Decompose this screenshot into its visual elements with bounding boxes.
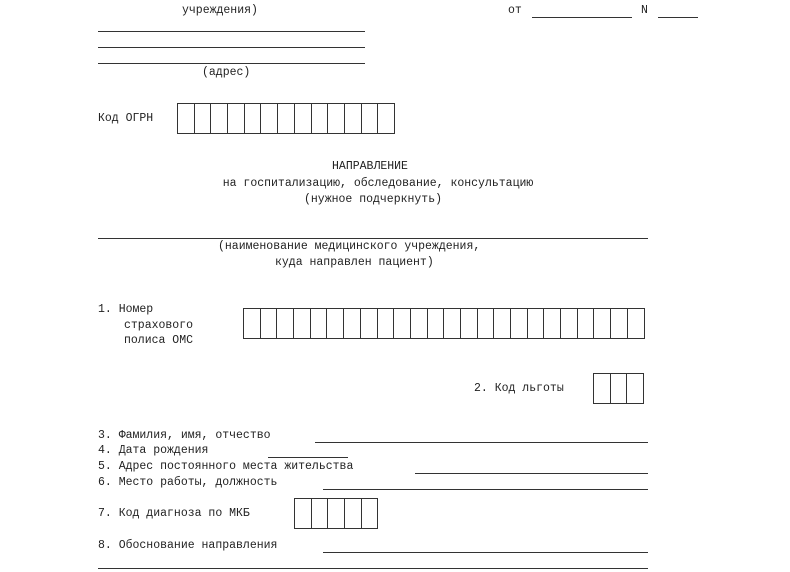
- workplace-field[interactable]: [323, 489, 648, 490]
- entry-cell[interactable]: [211, 103, 228, 134]
- benefit-code-boxes[interactable]: [593, 373, 644, 404]
- benefit-code-label: 2. Код льготы: [474, 382, 564, 395]
- subtitle-note: (нужное подчеркнуть): [303, 193, 443, 206]
- entry-cell[interactable]: [411, 308, 428, 339]
- institution-caption: учреждения): [182, 4, 258, 17]
- address-line-3[interactable]: [98, 63, 365, 64]
- entry-cell[interactable]: [295, 103, 312, 134]
- document-title: НАПРАВЛЕНИЕ: [332, 160, 408, 173]
- entry-cell[interactable]: [327, 308, 344, 339]
- diagnosis-code-label: 7. Код диагноза по МКБ: [98, 507, 250, 520]
- destination-caption-1: (наименование медицинского учреждения,: [218, 240, 481, 253]
- diagnosis-code-boxes[interactable]: [294, 498, 378, 529]
- entry-cell[interactable]: [578, 308, 595, 339]
- entry-cell[interactable]: [361, 308, 378, 339]
- entry-cell[interactable]: [328, 498, 345, 529]
- address-caption: (адрес): [202, 66, 251, 79]
- entry-cell[interactable]: [611, 308, 628, 339]
- entry-cell[interactable]: [561, 308, 578, 339]
- referral-reason-label: 8. Обоснование направления: [98, 539, 278, 552]
- address-line-1[interactable]: [98, 31, 365, 32]
- entry-cell[interactable]: [261, 103, 278, 134]
- policy-label-1: 1. Номер: [98, 303, 154, 316]
- referral-reason-line-2[interactable]: [98, 568, 648, 569]
- entry-cell[interactable]: [378, 308, 395, 339]
- entry-cell[interactable]: [378, 103, 395, 134]
- full-name-label: 3. Фамилия, имя, отчество: [98, 429, 271, 442]
- entry-cell[interactable]: [594, 308, 611, 339]
- entry-cell[interactable]: [611, 373, 628, 404]
- number-field[interactable]: [658, 17, 698, 18]
- entry-cell[interactable]: [311, 308, 328, 339]
- entry-cell[interactable]: [478, 308, 495, 339]
- entry-cell[interactable]: [244, 308, 261, 339]
- entry-cell[interactable]: [245, 103, 262, 134]
- entry-cell[interactable]: [428, 308, 445, 339]
- referral-reason-field[interactable]: [323, 552, 648, 553]
- entry-cell[interactable]: [345, 498, 362, 529]
- entry-cell[interactable]: [494, 308, 511, 339]
- entry-cell[interactable]: [345, 103, 362, 134]
- entry-cell[interactable]: [328, 103, 345, 134]
- entry-cell[interactable]: [312, 103, 329, 134]
- entry-cell[interactable]: [228, 103, 245, 134]
- residence-address-label: 5. Адрес постоянного места жительства: [98, 460, 354, 473]
- full-name-field[interactable]: [315, 442, 648, 443]
- birth-date-label: 4. Дата рождения: [98, 444, 209, 457]
- entry-cell[interactable]: [294, 308, 311, 339]
- entry-cell[interactable]: [544, 308, 561, 339]
- destination-line[interactable]: [98, 238, 648, 239]
- entry-cell[interactable]: [195, 103, 212, 134]
- entry-cell[interactable]: [362, 103, 379, 134]
- date-field[interactable]: [532, 17, 632, 18]
- ogrn-input-boxes[interactable]: [177, 103, 395, 134]
- birth-date-field[interactable]: [268, 457, 348, 458]
- entry-cell[interactable]: [511, 308, 528, 339]
- entry-cell[interactable]: [528, 308, 545, 339]
- entry-cell[interactable]: [178, 103, 195, 134]
- number-label: N: [641, 4, 648, 17]
- entry-cell[interactable]: [344, 308, 361, 339]
- destination-caption-2: куда направлен пациент): [275, 256, 434, 269]
- date-label: от: [508, 4, 522, 17]
- entry-cell[interactable]: [394, 308, 411, 339]
- policy-number-boxes[interactable]: [243, 308, 645, 339]
- address-line-2[interactable]: [98, 47, 365, 48]
- residence-address-field[interactable]: [415, 473, 648, 474]
- entry-cell[interactable]: [362, 498, 379, 529]
- policy-label-3: полиса ОМС: [124, 334, 194, 347]
- policy-label-2: страхового: [124, 319, 194, 332]
- entry-cell[interactable]: [594, 373, 611, 404]
- entry-cell[interactable]: [444, 308, 461, 339]
- ogrn-label: Код ОГРН: [98, 112, 154, 125]
- entry-cell[interactable]: [628, 308, 645, 339]
- document-subtitle: на госпитализацию, обследование, консультацию: [222, 177, 534, 190]
- workplace-label: 6. Место работы, должность: [98, 476, 278, 489]
- entry-cell[interactable]: [261, 308, 278, 339]
- entry-cell[interactable]: [312, 498, 329, 529]
- entry-cell[interactable]: [627, 373, 644, 404]
- entry-cell[interactable]: [461, 308, 478, 339]
- entry-cell[interactable]: [277, 308, 294, 339]
- entry-cell[interactable]: [295, 498, 312, 529]
- entry-cell[interactable]: [278, 103, 295, 134]
